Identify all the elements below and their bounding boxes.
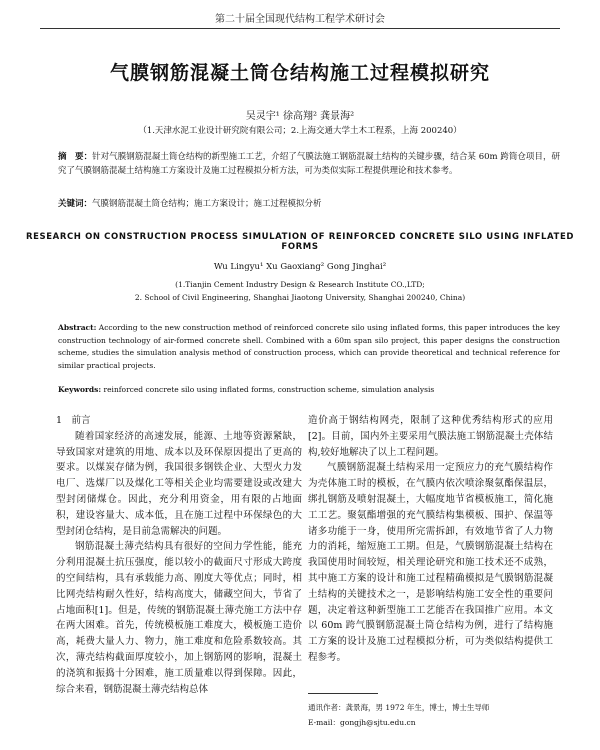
affiliation-en-line1: (1.Tianjin Cement Industry Design & Research Institute CO.,LTD; xyxy=(175,280,425,289)
body-left-column xyxy=(56,413,302,697)
keywords-en xyxy=(58,385,560,394)
paper-title-cn: 气膜钢筋混凝土筒仓结构施工过程模拟研究 xyxy=(109,62,490,84)
body-paragraph: 气膜钢筋混凝土结构采用一定预应力的充气膜结构作为壳体施工时的模板，在气膜内依次喷涂聚氨酯保温层，绑扎钢筋及喷射混凝土，大幅度地节省模板施工，简化施工工艺。聚氨酯增强的充气膜结构集模板、围护、保温等诸多功能于一身，使用所完需拆卸，有效地节省了人力物力的消耗，缩短施工工期。但是，气膜钢筋混凝土结构在我国使用时间较短，相关理论研究和施工技术还不成熟，其中施工方案的设计和施工过程精确模拟是气膜钢筋混凝土结构的关键技术之一，是影响结构施工安全性的重要问题，决定着这种新型施工工艺能否在我国推广应用。本文以 60m 跨气膜钢筋混凝土筒仓结构为例，进行了结构施工方案的设计及施工过程模拟分析，可为类似结构提供工程参考。 xyxy=(308,462,553,663)
section-heading-introduction: 1 前言 xyxy=(56,415,91,426)
body-paragraph: 钢筋混凝土薄壳结构具有很好的空间力学性能，能充分利用混凝土抗压强度，能以较小的截面尺寸形成大跨度的空间结构，具有承载能力高、刚度大等优点；同时，相比网壳结构耐久性好，结构高度大，储藏空间大，节省了占地面积[1]。但是，传统的钢筋混凝土薄壳施工方法中存在两大困难。首先，传统模板施工难度大，模板施工造价高，耗费大量人力、物力，施工难度和危险系数较高。其次，薄壳结构截面厚度较小，加上钢筋网的影响，混凝土的浇筑和振捣十分困难，施工质量难以得到保障。因此，综合来看，钢筋混凝土薄壳结构总体 xyxy=(56,541,302,695)
affiliation-en-line2: 2. School of Civil Engineering, Shanghai Jiaotong University, Shanghai 200240, China) xyxy=(134,293,466,302)
running-header: 第二十届全国现代结构工程学术研讨会 xyxy=(40,10,560,29)
keywords-cn-text: 气膜钢筋混凝土筒仓结构；施工方案设计；施工过程模拟分析 xyxy=(92,199,322,209)
body-right-column xyxy=(308,413,553,666)
keywords-cn-label: 关键词： xyxy=(58,199,93,209)
abstract-en-text: According to the new construction method of reinforced concrete silo using inflated forms, this paper introduces the key construction technology of air-formed concrete shell. Combined with a 60m span silo project, this paper designs the construction scheme, studies the simulation analysis method of construction process, which can provide theoretical and technical reference for similar practical projects. xyxy=(58,323,560,370)
body-paragraph: 造价高于钢结构网壳，限制了这种优秀结构形式的应用[2]。目前，国内外主要采用气膜法施工钢筋混凝土壳体结构,较好地解决了以上工程问题。 xyxy=(308,415,553,458)
footnote-email: E-mail：gongjh@sjtu.edu.cn xyxy=(308,718,416,727)
keywords-en-label: Keywords: xyxy=(58,385,102,394)
affiliation-en xyxy=(0,278,600,304)
keywords-en-text: reinforced concrete silo using inflated forms, construction scheme, simulation analysis xyxy=(103,385,435,394)
authors-cn: 吴灵宇¹ 徐高翔² 龚景海² xyxy=(245,111,355,122)
abstract-cn-text: 针对气膜钢筋混凝土筒仓结构的新型施工工艺，介绍了气膜法施工钢筋混凝土结构的关键步骤，结合某 60m 跨筒仓项目，研究了气膜钢筋混凝土结构施工方案设计及施工过程模拟分析方法，可为类似实际工程提供理论和技术参考。 xyxy=(58,152,560,176)
paper-title-en: RESEARCH ON CONSTRUCTION PROCESS SIMULATION OF REINFORCED CONCRETE SILO USING INFLATED FORMS xyxy=(25,232,575,252)
footnote-author: 通讯作者：龚景海，男 1972 年生，博士，博士生导师 xyxy=(308,703,490,712)
keywords-cn xyxy=(58,197,560,209)
affiliation-cn: （1.天津水泥工业设计研究院有限公司；2.上海交通大学土木工程系，上海 200240） xyxy=(138,126,462,136)
abstract-cn xyxy=(58,150,560,178)
body-paragraph: 随着国家经济的高速发展，能源、土地等资源紧缺，导致国家对建筑的用地、成本以及环保原因提出了更高的要求。以煤炭存储为例，我国很多钢铁企业、大型火力发电厂、选煤厂以及煤化工等相关企业均需要建设或改建大型封闭储煤仓。因此，充分利用资金，用有限的占地面积，建设容量大、成本低，且在施工过程中环保绿色的大型封闭仓结构，是目前急需解决的问题。 xyxy=(56,430,302,537)
footnote-divider xyxy=(308,693,378,694)
abstract-en xyxy=(58,322,560,372)
abstract-cn-label: 摘 要： xyxy=(58,152,93,162)
authors-en: Wu Lingyu¹ Xu Gaoxiang² Gong Jinghai² xyxy=(213,262,387,272)
abstract-en-label: Abstract: xyxy=(58,323,97,332)
